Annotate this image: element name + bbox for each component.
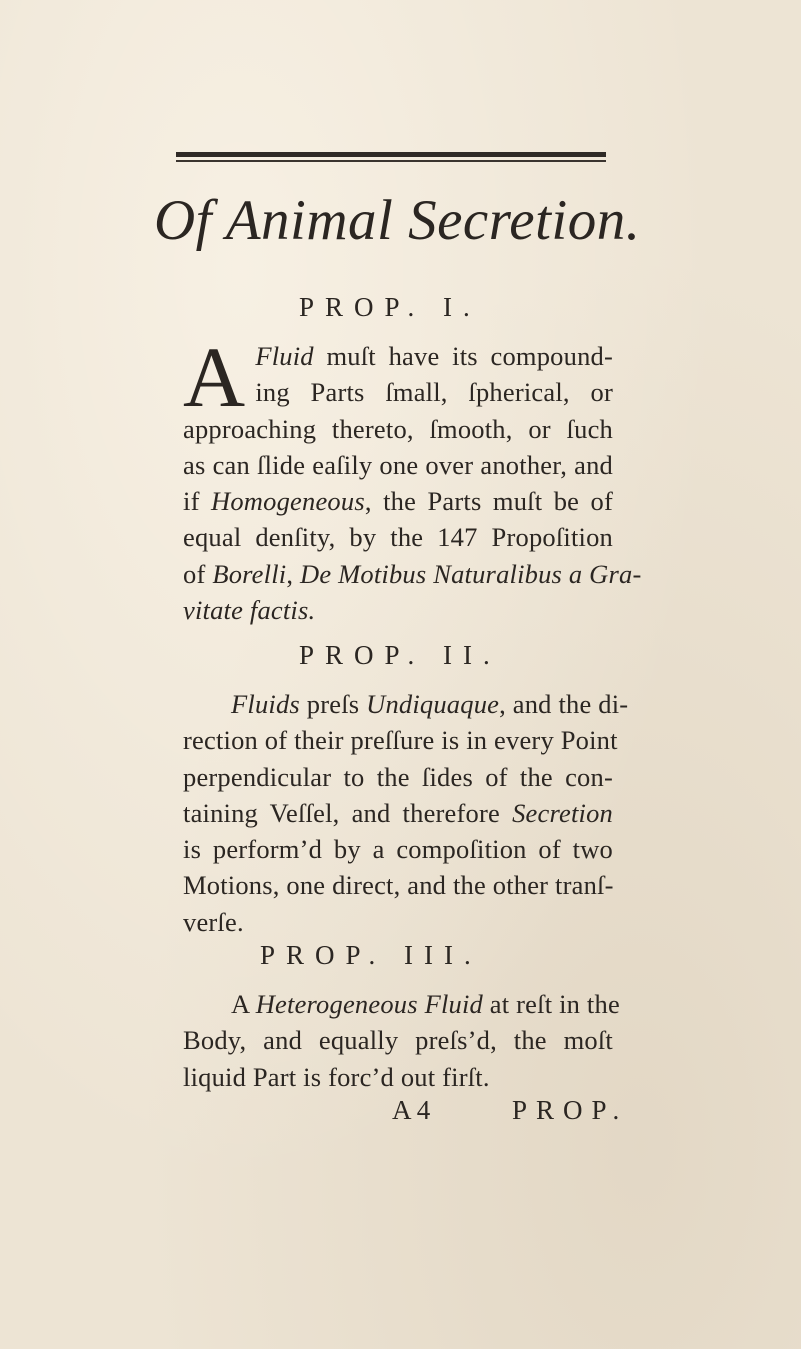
text-line: if Homogeneous, the Parts muſt be of (183, 486, 613, 517)
text-line: rection of their preſſure is in every Point (183, 725, 618, 756)
text-line: perpendicular to the ſides of the con- (183, 761, 613, 792)
drop-cap: A (183, 329, 246, 425)
text-line: Fluid muſt have its compound- (255, 341, 613, 371)
text-line: of Borelli, De Motibus Naturalibus a Gra- (183, 558, 642, 589)
prop-2-text (183, 686, 629, 940)
text-line: ing Parts ſmall, ſpherical, or (255, 377, 613, 408)
text-line: approaching thereto, ſmooth, or ſuch (183, 413, 613, 444)
text-line: A Heterogeneous Fluid at reſt in the (231, 989, 620, 1019)
text-line: Fluids preſs Undiquaque, and the di- (231, 689, 629, 719)
text-line: as can ſlide eaſily one over another, and (183, 449, 613, 480)
prop-3-text (183, 986, 620, 1095)
text-line: taining Veſſel, and therefore Secretion (183, 797, 613, 828)
text-line: is perform’d by a compoſition of two (183, 834, 613, 865)
text-line: equal denſity, by the 147 Propoſition (183, 522, 613, 553)
text-line: vitate factis. (183, 595, 316, 626)
prop-1-heading: PROP. I. (299, 292, 481, 322)
prop-2-heading: PROP. II. (299, 640, 501, 670)
text-line: Motions, one direct, and the other tranſ- (183, 870, 614, 901)
chapter-title: Of Animal Secretion. (154, 189, 641, 252)
text-line: verſe. (183, 906, 244, 937)
text-line: liquid Part is forc’d out firſt. (183, 1061, 490, 1092)
header-rule-thick (176, 152, 606, 157)
signature-mark: A 4 (392, 1095, 431, 1125)
text-line: Body, and equally preſs’d, the moſt (183, 1025, 613, 1056)
header-rule-thin (176, 160, 606, 162)
catchword: PROP. (512, 1095, 629, 1125)
prop-1-text (183, 329, 642, 628)
prop-3-heading: PROP. III. (260, 940, 482, 970)
